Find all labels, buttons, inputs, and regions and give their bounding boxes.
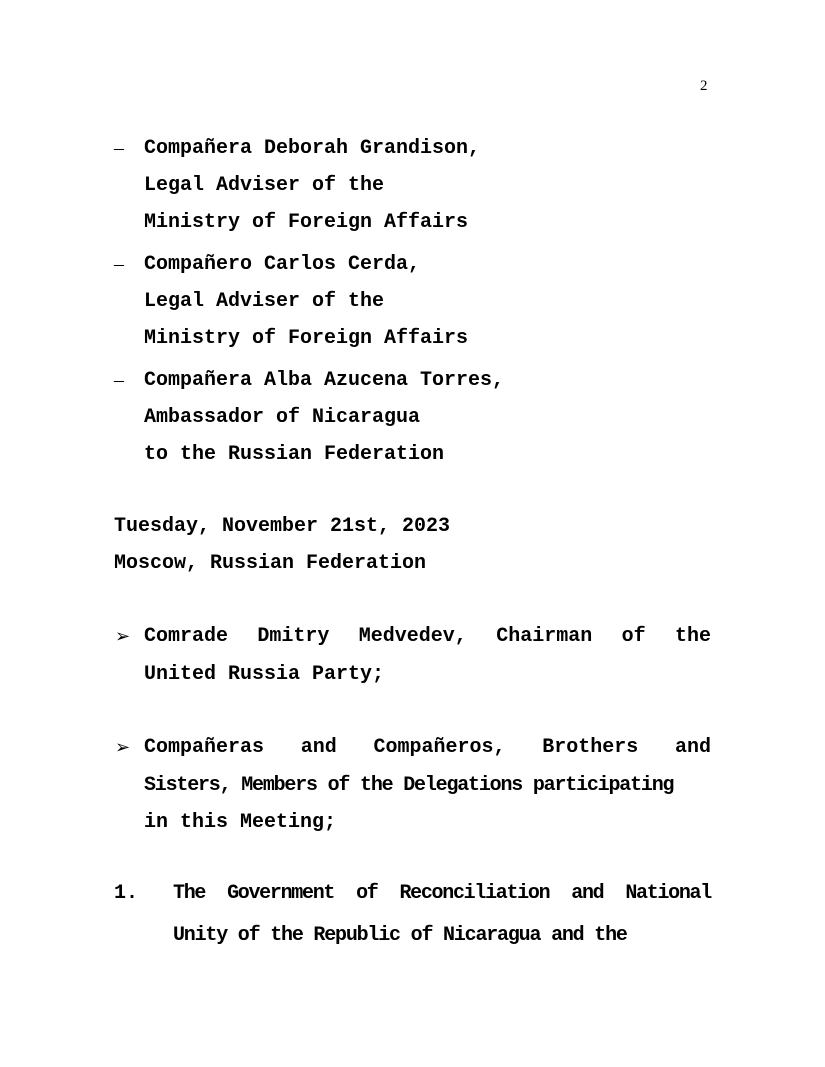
word: Government (227, 882, 335, 905)
place-line: Moscow, Russian Federation (114, 552, 427, 575)
arrow-bullet-icon: ➢ (115, 737, 131, 758)
salutation-line: in this Meeting; (144, 811, 337, 834)
salutation-line (144, 625, 711, 648)
official-name: Compañera Alba Azucena Torres, (144, 369, 505, 392)
word: Chairman (496, 625, 593, 648)
word: Comrade (144, 625, 229, 648)
word: Compañeros, (373, 736, 506, 759)
word: of (621, 625, 646, 648)
dash-bullet: – (114, 253, 124, 275)
date-line: Tuesday, November 21st, 2023 (114, 515, 451, 538)
word: Compañeras (144, 736, 265, 759)
word: the (674, 625, 711, 648)
word: National (625, 882, 711, 905)
word: Dmitry (257, 625, 330, 648)
official-role: Ambassador of Nicaragua (144, 406, 421, 429)
paragraph-number: 1. (114, 882, 139, 905)
salutation-line: United Russia Party; (144, 663, 385, 686)
salutation-line (144, 736, 711, 759)
official-role: Legal Adviser of the (144, 174, 385, 197)
word: The (173, 882, 206, 905)
page-number: 2 (700, 78, 708, 94)
word: and (571, 882, 604, 905)
paragraph-line: Unity of the Republic of Nicaragua and the (173, 924, 627, 947)
word: and (300, 736, 337, 759)
arrow-bullet-icon: ➢ (115, 626, 131, 647)
official-role: to the Russian Federation (144, 443, 445, 466)
official-role: Ministry of Foreign Affairs (144, 211, 469, 234)
official-name: Compañera Deborah Grandison, (144, 137, 481, 160)
salutation-line: Sisters, Members of the Delegations participating (144, 774, 674, 797)
word: Medvedev, (358, 625, 467, 648)
word: and (674, 736, 711, 759)
dash-bullet: – (114, 137, 124, 159)
word: Reconciliation (399, 882, 550, 905)
official-role: Legal Adviser of the (144, 290, 385, 313)
official-role: Ministry of Foreign Affairs (144, 327, 469, 350)
official-name: Compañero Carlos Cerda, (144, 253, 421, 276)
word: of (356, 882, 378, 905)
dash-bullet: – (114, 369, 124, 391)
word: Brothers (542, 736, 639, 759)
paragraph-line (173, 882, 711, 905)
